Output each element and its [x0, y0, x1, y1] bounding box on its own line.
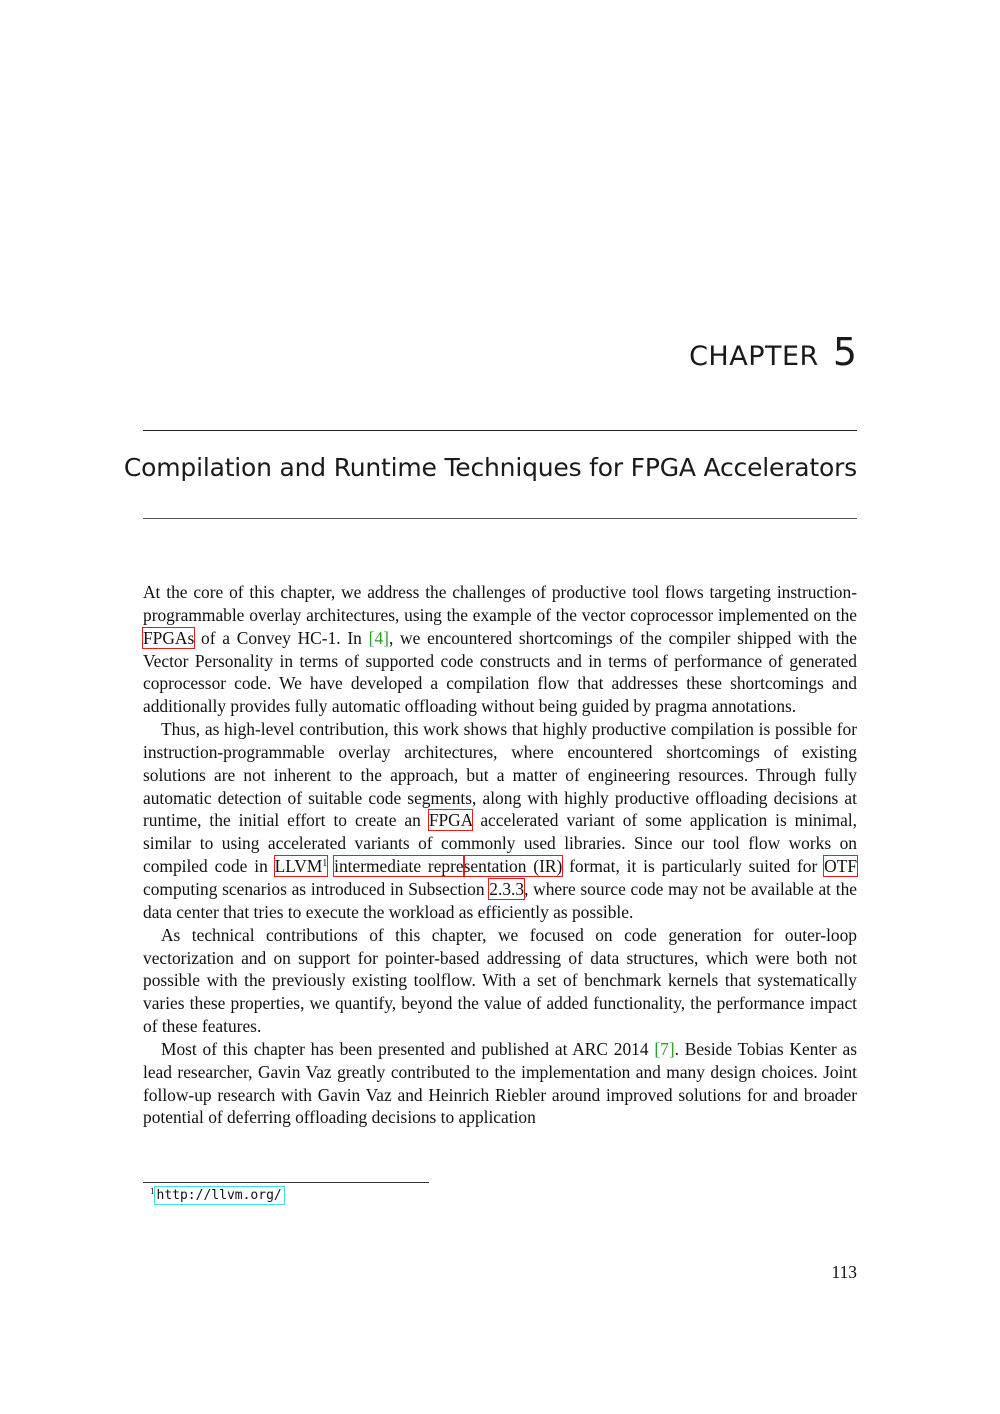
chapter-heading	[689, 330, 857, 374]
footnote-url-link[interactable]: http://llvm.org/	[156, 1188, 282, 1203]
text-span: As technical contributions of this chapter, we focused on code generation for outer-loop vectorization and on support for pointer-based addressing of data structures, which were both not possible with the previously existing toolflow. With a set of benchmark kernels that systematically varies these properties, we quantify, beyond the value of added functionality, the performance impact of these features.	[143, 924, 857, 1037]
acronym-link-fpga[interactable]: FPGA	[428, 810, 473, 831]
paragraph-4	[143, 1038, 857, 1129]
text-span: format, it is particularly suited for	[562, 856, 825, 877]
citation-link-7[interactable]	[654, 1039, 674, 1059]
footnote	[150, 1186, 284, 1203]
page-number: 113	[831, 1262, 857, 1282]
acronym-link-ir-cont[interactable]: sentation (IR)	[463, 856, 563, 877]
section-link-2-3-3[interactable]: 2.3.3	[489, 878, 525, 899]
citation-link-4[interactable]	[369, 628, 389, 648]
citation-text: [7]	[654, 1038, 675, 1059]
acronym-link-fpgas[interactable]: FPGAs	[143, 627, 195, 648]
chapter-title: Compilation and Runtime Techniques for FPGA Accelerators	[123, 453, 857, 482]
text-span: , where source code may not be available at the data center that tries to execute the workload as efficiently as possible.	[143, 878, 857, 922]
footnote-rule	[143, 1182, 429, 1183]
footnote-number: 1	[150, 1186, 155, 1196]
text-span: accelerated variant of some application is minimal, similar to using accelerated variants of commonly used libraries. Since our tool flow works on compiled code in	[143, 810, 857, 877]
text-span: . Beside Tobias Kenter as lead researcher, Gavin Vaz greatly contributed to the implementation and many design choices. Joint follow-up research with Gavin Vaz and Heinrich Riebler around improved solutions for and broader potential of deferring offloading decisions to application	[143, 1038, 857, 1128]
body-text	[143, 581, 857, 1129]
paragraph-2	[143, 718, 857, 924]
footnote-mark[interactable]: 1	[322, 858, 328, 870]
acronym-link-llvm[interactable]	[275, 856, 328, 876]
llvm-text: LLVM	[274, 856, 323, 877]
title-rule-top	[143, 430, 857, 431]
text-span: , we encountered shortcomings of the compiler shipped with the Vector Personality in terms of supported code constructs and in terms of performance of generated coprocessor code. We have developed a compilation flow that addresses these shortcomings and additionally provides fully automatic offloading without being guided by pragma annotations.	[143, 627, 857, 717]
chapter-label: CHAPTER	[689, 341, 819, 372]
paragraph-1	[143, 581, 857, 718]
chapter-number: 5	[832, 330, 857, 374]
text-span: At the core of this chapter, we address the challenges of productive tool flows targeting instruction-programmable overlay architectures, using the example of the vector coprocessor implemented on the	[143, 582, 857, 625]
acronym-link-otf[interactable]: OTF	[824, 856, 857, 877]
text-span: Most of this chapter has been presented and published at ARC 2014	[161, 1038, 655, 1059]
paragraph-3	[143, 924, 857, 1038]
text-span: of a Convey HC-1. In	[194, 627, 369, 648]
title-rule-bottom	[143, 518, 857, 519]
citation-text: [4]	[368, 627, 389, 648]
acronym-link-ir[interactable]: intermediate repre	[334, 856, 464, 877]
text-span: Thus, as high-level contribution, this work shows that highly productive compilation is possible for instruction-programmable overlay architectures, where encountered shortcomings of existing solutions are not inherent to the approach, but a matter of engineering resources. Through fully automatic detection of suitable code segments, along with highly productive offloading decisions at runtime, the initial effort to create an	[143, 719, 857, 831]
text-span: computing scenarios as introduced in Subsection	[143, 878, 490, 899]
